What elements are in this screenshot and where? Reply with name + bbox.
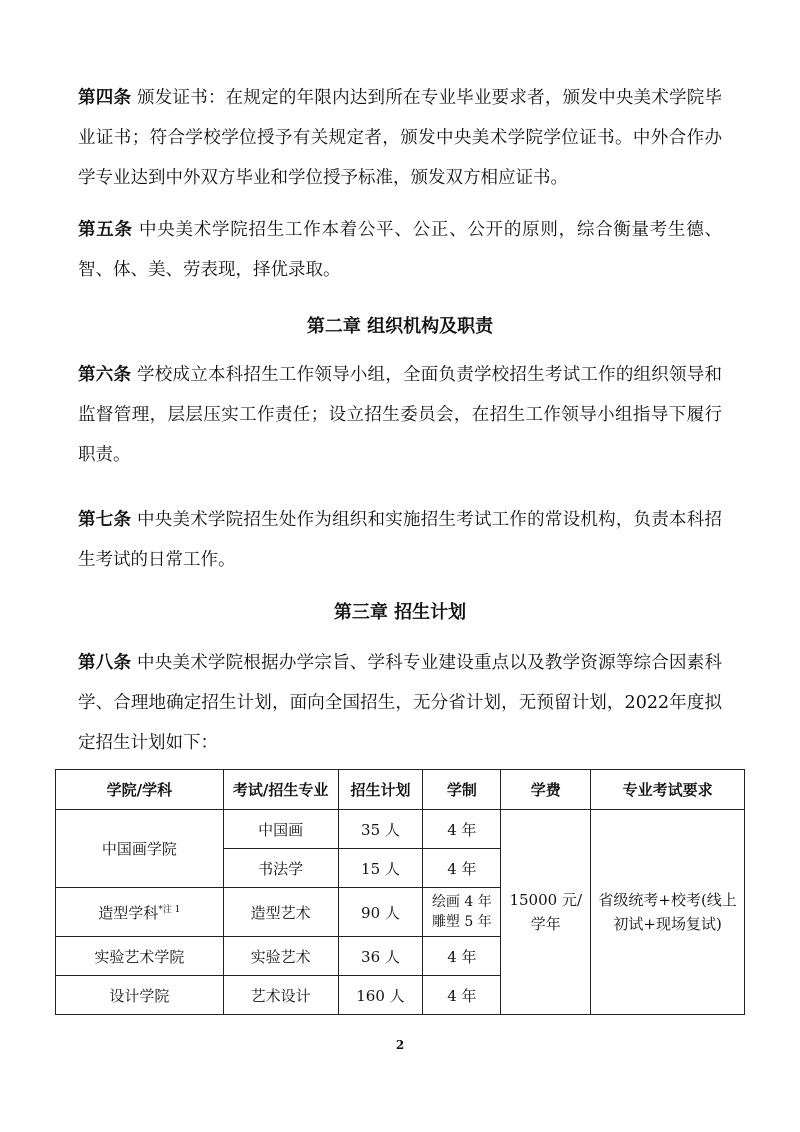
article-5 bbox=[78, 210, 722, 290]
plan-cell: 90 人 bbox=[338, 888, 423, 937]
header-fee: 学费 bbox=[501, 770, 591, 810]
article-4 bbox=[78, 78, 722, 198]
fee-cell: 15000 元/学年 bbox=[501, 810, 591, 1015]
college-name: 造型学科 bbox=[98, 903, 159, 922]
plan-cell: 160 人 bbox=[338, 976, 423, 1015]
duration-cell: 绘画 4 年 雕塑 5 年 bbox=[423, 888, 501, 937]
duration-cell: 4 年 bbox=[423, 849, 501, 888]
major-cell: 实验艺术 bbox=[223, 937, 338, 976]
header-major: 考试/招生专业 bbox=[223, 770, 338, 810]
article-8 bbox=[78, 643, 722, 763]
article-8-label: 第八条 bbox=[78, 653, 132, 673]
article-7-text: 中央美术学院招生处作为组织和实施招生考试工作的常设机构，负责本科招生考试的日常工作。 bbox=[78, 510, 722, 570]
duration-cell: 4 年 bbox=[423, 976, 501, 1015]
article-4-text: 颁发证书：在规定的年限内达到所在专业毕业要求者，颁发中央美术学院毕业证书；符合学校学位授予有关规定者，颁发中央美术学院学位证书。中外合作办学专业达到中外双方毕业和学位授予标准，颁发双方相应证书。 bbox=[78, 88, 722, 188]
plan-cell: 36 人 bbox=[338, 937, 423, 976]
duration-cell: 4 年 bbox=[423, 937, 501, 976]
college-cell: 中国画学院 bbox=[56, 810, 224, 888]
college-cell bbox=[56, 888, 224, 937]
article-7-label: 第七条 bbox=[78, 510, 132, 530]
major-cell: 艺术设计 bbox=[223, 976, 338, 1015]
footnote-marker: *注 1 bbox=[158, 904, 181, 915]
enrollment-plan-table bbox=[55, 769, 745, 1015]
article-5-label: 第五条 bbox=[78, 220, 133, 240]
major-cell: 造型艺术 bbox=[223, 888, 338, 937]
college-cell: 实验艺术学院 bbox=[56, 937, 224, 976]
major-cell: 书法学 bbox=[223, 849, 338, 888]
article-6 bbox=[78, 355, 722, 475]
header-plan: 招生计划 bbox=[338, 770, 423, 810]
article-6-label: 第六条 bbox=[78, 365, 132, 385]
chapter-3-heading: 第三章 招生计划 bbox=[333, 602, 467, 623]
duration-cell: 4 年 bbox=[423, 810, 501, 849]
header-duration: 学制 bbox=[423, 770, 501, 810]
table-row bbox=[56, 810, 745, 849]
page-number: 2 bbox=[395, 1038, 405, 1052]
chapter-2-heading: 第二章 组织机构及职责 bbox=[306, 316, 494, 337]
header-college: 学院/学科 bbox=[56, 770, 224, 810]
college-cell: 设计学院 bbox=[56, 976, 224, 1015]
table-header-row bbox=[56, 770, 745, 810]
article-7 bbox=[78, 500, 722, 580]
major-cell: 中国画 bbox=[223, 810, 338, 849]
article-5-text: 中央美术学院招生工作本着公平、公正、公开的原则，综合衡量考生德、智、体、美、劳表现，择优录取。 bbox=[78, 220, 723, 280]
article-8-text: 中央美术学院根据办学宗旨、学科专业建设重点以及教学资源等综合因素科学、合理地确定招生计划，面向全国招生，无分省计划，无预留计划，2022年度拟定招生计划如下： bbox=[78, 653, 722, 753]
header-exam: 专业考试要求 bbox=[591, 770, 745, 810]
article-6-text: 学校成立本科招生工作领导小组，全面负责学校招生考试工作的组织领导和监督管理，层层压实工作责任；设立招生委员会，在招生工作领导小组指导下履行职责。 bbox=[78, 365, 722, 465]
plan-cell: 15 人 bbox=[338, 849, 423, 888]
plan-cell: 35 人 bbox=[338, 810, 423, 849]
article-4-label: 第四条 bbox=[78, 88, 132, 108]
exam-cell: 省级统考+校考(线上初试+现场复试) bbox=[591, 810, 745, 1015]
